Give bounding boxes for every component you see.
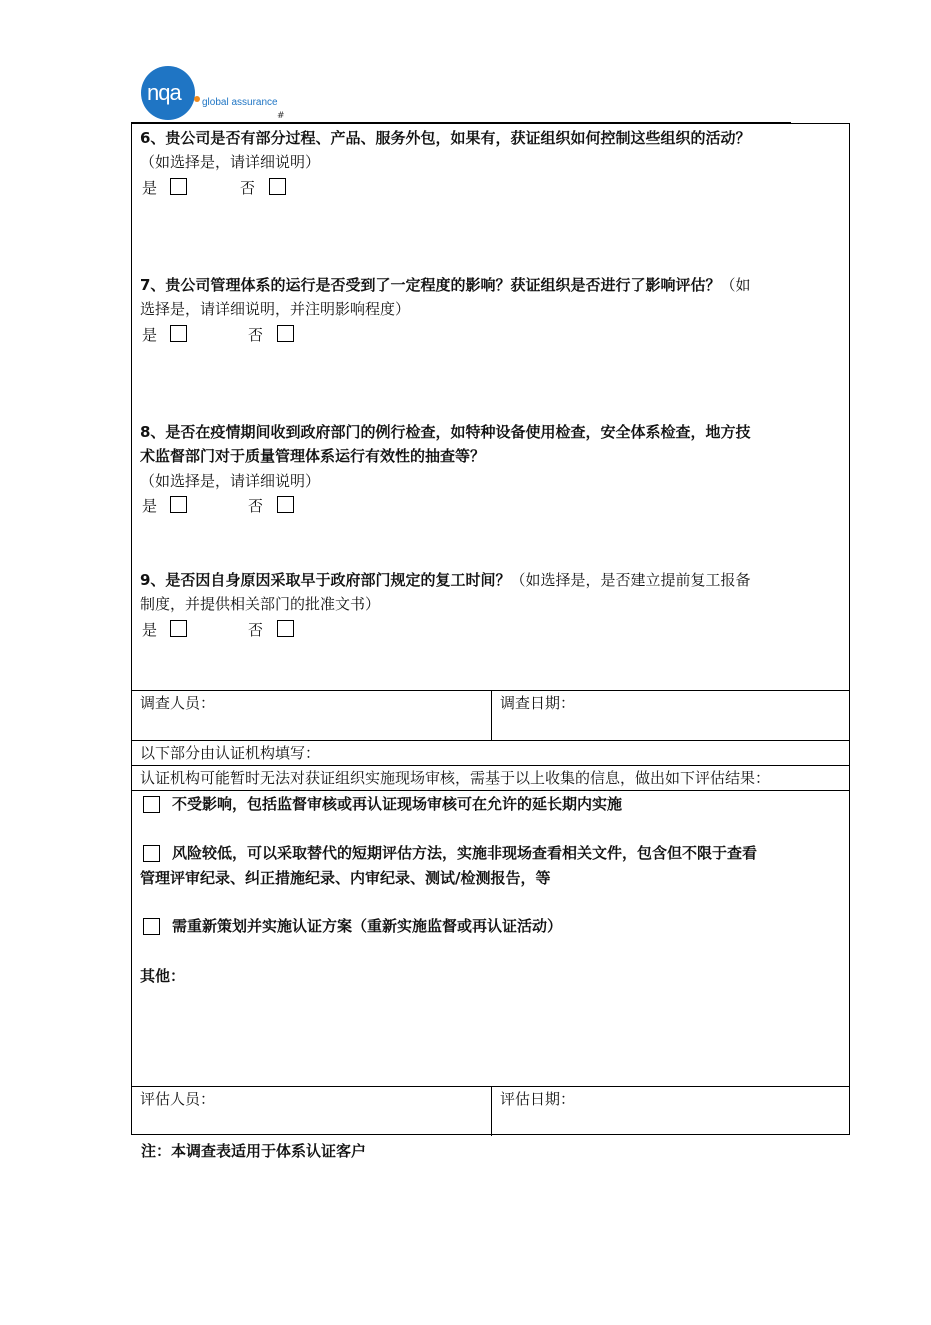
question-9-note-start: （如选择是，是否建立提前复工报备 [510,571,751,589]
option-unaffected-checkbox[interactable] [143,796,160,813]
q8-yes-checkbox[interactable] [170,496,187,513]
q9-yes-checkbox[interactable] [170,620,187,637]
q6-yes-label: 是 [142,179,158,197]
survey-form [131,123,850,1135]
survey-date-label: 调查日期： [500,694,576,712]
question-6-note: （如选择是，请详细说明） [140,153,321,171]
option-replan-checkbox[interactable] [143,918,160,935]
q8-yes-label: 是 [142,497,158,515]
question-9-title-line [140,568,750,592]
assessment-date-label: 评估日期： [500,1090,576,1108]
question-7-note: 选择是，请详细说明，并注明影响程度） [140,300,411,318]
logo-tagline: global assurance [202,97,278,108]
column-divider [491,1086,492,1136]
q7-yes-label: 是 [142,326,158,344]
question-8-title-line2: 术监督部门对于质量管理体系运行有效性的抽查等？ [140,447,486,465]
survey-person-label: 调查人员： [140,694,216,712]
q9-no-label: 否 [248,621,264,639]
logo-mark: nqa [141,66,195,120]
q8-no-label: 否 [248,497,264,515]
q7-no-label: 否 [248,326,264,344]
q7-yes-checkbox[interactable] [170,325,187,342]
cert-section-intro: 以下部分由认证机构填写： [140,744,321,762]
question-7-title-line [140,273,750,297]
question-6-title: 6、贵公司是否有部分过程、产品、服务外包，如果有，获证组织如何控制这些组织的活动？ [140,129,751,147]
divider [132,790,849,791]
q9-no-checkbox[interactable] [277,620,294,637]
footer-note: 注：本调查表适用于体系认证客户 [141,1142,367,1160]
question-7-note-start: （如 [720,276,751,294]
q6-yes-checkbox[interactable] [170,178,187,195]
question-9-note: 制度，并提供相关部门的批准文书） [140,595,381,613]
option-low-risk-checkbox[interactable] [143,845,160,862]
question-7-title: 7、贵公司管理体系的运行是否受到了一定程度的影响？获证组织是否进行了影响评估？ [140,276,721,294]
q6-no-checkbox[interactable] [269,178,286,195]
assessment-person-label: 评估人员： [140,1090,216,1108]
cert-section-statement: 认证机构可能暂时无法对获证组织实施现场审核，需基于以上收集的信息，做出如下评估结果： [140,769,771,787]
header-hash-mark: # [277,111,285,121]
question-8-title-line1: 8、是否在疫情期间收到政府部门的例行检查，如特种设备使用检查，安全体系检查，地方技 [140,423,751,441]
option-low-risk-label-line2: 管理评审纪录、纠正措施纪录、内审纪录、测试/检测报告，等 [140,869,551,887]
option-low-risk-label: 风险较低，可以采取替代的短期评估方法，实施非现场查看相关文件，包含但不限于查看 [172,844,758,862]
option-replan-label: 需重新策划并实施认证方案（重新实施监督或再认证活动） [172,917,563,935]
other-label: 其他： [140,967,186,985]
column-divider [491,690,492,740]
logo-dot [194,96,200,102]
q9-yes-label: 是 [142,621,158,639]
question-9-title: 9、是否因自身原因采取早于政府部门规定的复工时间？ [140,571,511,589]
question-8-note: （如选择是，请详细说明） [140,472,321,490]
option-unaffected-label: 不受影响，包括监督审核或再认证现场审核可在允许的延长期内实施 [172,795,623,813]
q8-no-checkbox[interactable] [277,496,294,513]
q7-no-checkbox[interactable] [277,325,294,342]
q6-no-label: 否 [240,179,256,197]
